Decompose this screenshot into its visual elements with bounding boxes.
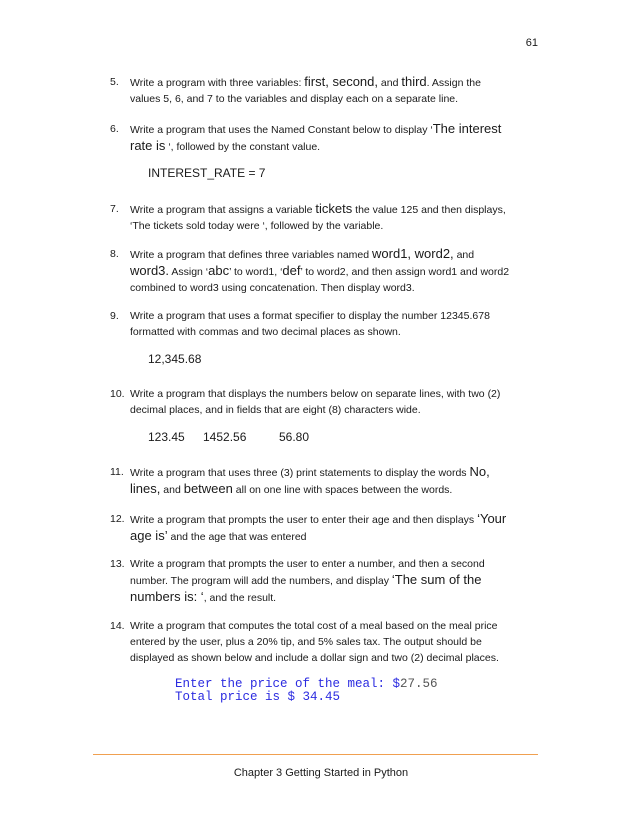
item-number: 9. xyxy=(110,310,119,322)
item-number: 6. xyxy=(110,123,119,135)
item-text: Write a program that uses the Named Constant below to display ‘The interest rate is ‘, followed by the constant value. xyxy=(130,121,502,153)
number-value: 123.45 xyxy=(148,430,185,444)
exercise-10 xyxy=(110,386,510,418)
exercise-6 xyxy=(110,121,510,155)
page-footer: Chapter 3 Getting Started in Python xyxy=(233,767,409,779)
console-line-2: Total price is $ 34.45 xyxy=(175,690,341,704)
constant-example: INTEREST_RATE = 7 xyxy=(148,166,266,180)
number-value: 56.80 xyxy=(279,430,310,444)
formatted-example: 12,345.68 xyxy=(148,352,202,366)
item-number: 13. xyxy=(110,558,125,570)
item-text: Write a program that uses a format specifier to display the number 12345.678 formatted with commas and two decimal places as shown. xyxy=(130,310,490,338)
item-text: Write a program that computes the total cost of a meal based on the meal price entered by the user, plus a 20% tip, and 5% sales tax. The output should be displayed as shown below and include a dollar sign and two (2) decimal places. xyxy=(130,620,499,664)
numbers-example xyxy=(148,430,309,444)
item-number: 7. xyxy=(110,203,119,215)
exercise-7 xyxy=(110,201,510,234)
exercise-5 xyxy=(110,74,510,107)
item-text: Write a program that assigns a variable tickets the value 125 and then displays, ‘The tickets sold today were ‘, followed by the variable. xyxy=(130,201,506,232)
exercise-13 xyxy=(110,556,510,606)
item-number: 10. xyxy=(110,388,125,400)
item-text: Write a program with three variables: first, second, and third. Assign the values 5, 6, and 7 to the variables and display each on a separate line. xyxy=(130,74,481,105)
item-text: Write a program that displays the numbers below on separate lines, with two (2) decimal places, and in fields that are eight (8) characters wide. xyxy=(130,388,501,416)
item-text: Write a program that uses three (3) print statements to display the words No, lines, and between all on one line with spaces between the words. xyxy=(130,464,490,496)
item-number: 12. xyxy=(110,513,125,525)
item-number: 11. xyxy=(110,466,124,478)
number-value: 1452.56 xyxy=(203,430,247,444)
footer-divider xyxy=(93,754,538,755)
exercise-11 xyxy=(110,464,510,498)
exercise-12 xyxy=(110,511,510,545)
exercise-9 xyxy=(110,308,510,340)
item-number: 14. xyxy=(110,620,125,632)
item-number: 8. xyxy=(110,248,119,260)
item-number: 5. xyxy=(110,76,119,88)
item-text: Write a program that prompts the user to enter their age and then displays ‘Your age is’ and the age that was entered xyxy=(130,511,507,543)
item-text: Write a program that prompts the user to enter a number, and then a second number. The program will add the numbers, and display ‘The sum of the numbers is: ‘, and the result. xyxy=(130,558,485,604)
console-line-1: Enter the price of the meal: $27.56 xyxy=(175,677,438,691)
exercise-8 xyxy=(110,246,510,296)
exercise-14 xyxy=(110,618,510,666)
item-text: Write a program that defines three variables named word1, word2, and word3. Assign ‘abc’ to word1, ‘def’ to word2, and then assign word1 and word2 combined to word3 using concatenation. Then display word3. xyxy=(130,246,510,294)
page-number: 61 xyxy=(525,37,538,49)
console-output xyxy=(175,678,438,704)
